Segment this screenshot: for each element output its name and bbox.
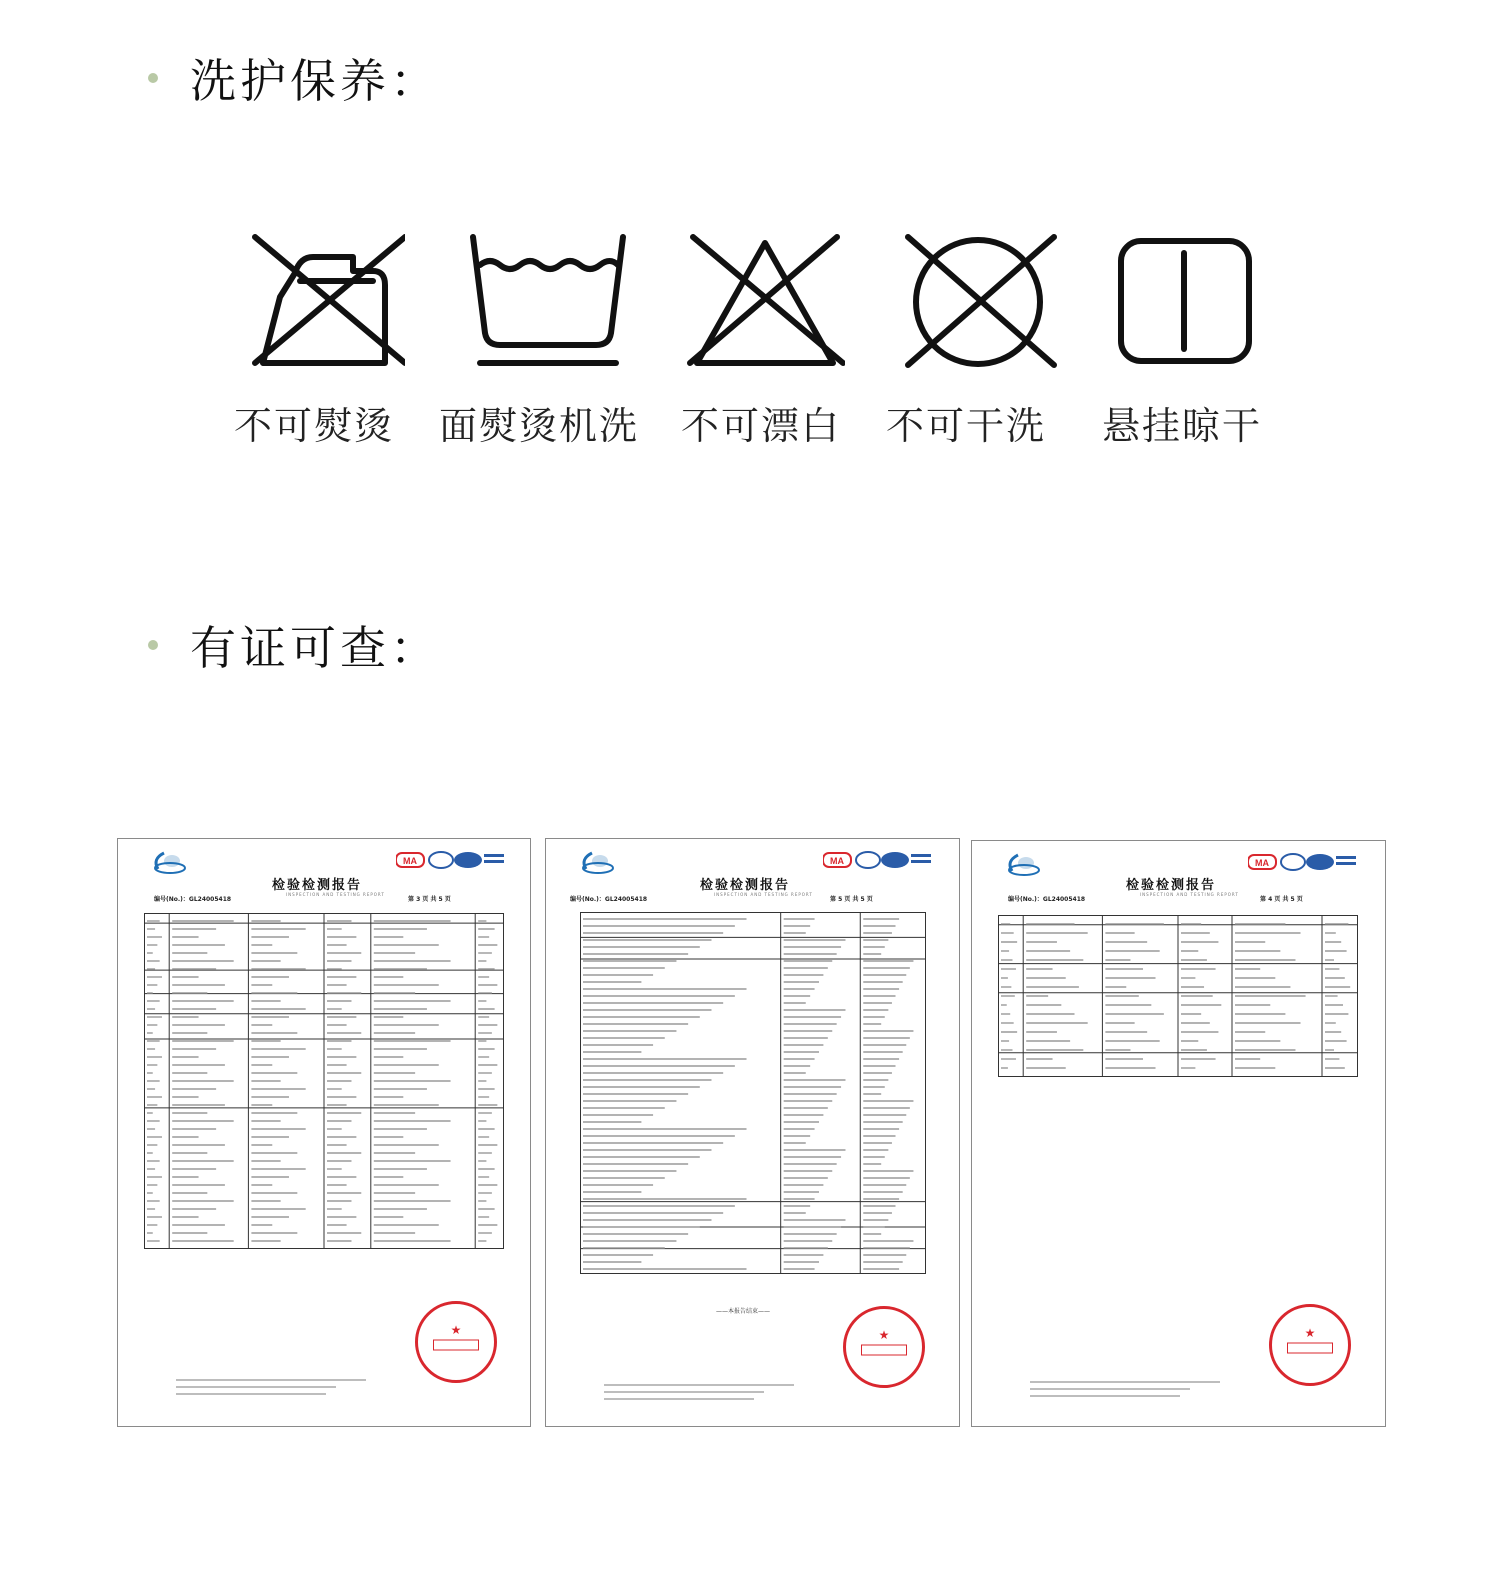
certification-marks-icon (823, 851, 933, 871)
stamp-inner-label (861, 1345, 907, 1356)
no-dry-clean-icon (898, 225, 1058, 385)
care-label-no-iron: 不可熨烫 (233, 404, 395, 448)
certificate-section-heading (148, 612, 440, 678)
report-table (580, 912, 926, 1274)
test-report-page-3 (117, 838, 531, 1427)
care-label-wash: 面熨烫机洗 (438, 404, 640, 448)
report-title: 检验检测报告 (272, 878, 363, 893)
stamp-star-icon: ★ (878, 1327, 890, 1342)
report-table-grid (580, 912, 926, 1274)
report-subtitle: INSPECTION AND TESTING REPORT (1140, 892, 1239, 897)
care-section-heading (148, 45, 440, 111)
bullet-dot (148, 640, 158, 650)
hand-wash-tub-icon (468, 225, 628, 385)
svg-text:MA: MA (830, 856, 844, 866)
lab-logo-icon (150, 849, 190, 875)
report-number: 编号(No.)：GL24005418 (1008, 896, 1086, 903)
no-bleach-icon (685, 225, 845, 385)
lab-logo-icon (1004, 851, 1044, 877)
report-number: 编号(No.)：GL24005418 (154, 896, 232, 903)
report-page-number: 第 5 页 共 5 页 (830, 896, 873, 903)
report-subtitle: INSPECTION AND TESTING REPORT (286, 892, 385, 897)
stamp-inner-label (433, 1340, 479, 1351)
bullet-dot (148, 73, 158, 83)
stamp-star-icon: ★ (1304, 1325, 1316, 1340)
report-end-mark: ——本报告结束—— (716, 1308, 771, 1315)
lab-logo-icon (578, 849, 618, 875)
care-icons-row (225, 225, 1275, 385)
stamp-star-icon: ★ (450, 1322, 462, 1337)
care-label-no-bleach: 不可漂白 (680, 404, 842, 448)
stamp-inner-label (1287, 1343, 1333, 1354)
inspection-stamp-icon (1269, 1304, 1351, 1386)
report-title: 检验检测报告 (700, 878, 791, 893)
report-title: 检验检测报告 (1126, 878, 1217, 893)
report-subtitle: INSPECTION AND TESTING REPORT (714, 892, 813, 897)
report-table-grid (144, 913, 504, 1249)
report-footer (176, 1379, 366, 1400)
line-dry-icon (1115, 225, 1275, 385)
no-iron-icon (245, 225, 405, 385)
test-report-page-4 (971, 840, 1386, 1427)
certification-marks-icon (396, 851, 506, 871)
care-section-title: 洗护保养： (190, 54, 440, 108)
care-label-no-dry-clean: 不可干洗 (885, 404, 1047, 448)
report-footer (604, 1384, 794, 1405)
care-label-line-dry: 悬挂晾干 (1101, 404, 1263, 448)
svg-text:MA: MA (403, 856, 417, 866)
report-page-number: 第 4 页 共 5 页 (1260, 896, 1303, 903)
report-table (998, 915, 1358, 1077)
report-table (144, 913, 504, 1249)
report-footer (1030, 1381, 1220, 1402)
svg-text:MA: MA (1255, 858, 1269, 868)
certification-marks-icon (1248, 853, 1358, 873)
report-page-number: 第 3 页 共 5 页 (408, 896, 451, 903)
report-table-grid (998, 915, 1358, 1077)
inspection-stamp-icon (843, 1306, 925, 1388)
care-labels-row (0, 395, 1500, 455)
inspection-stamp-icon (415, 1301, 497, 1383)
certificate-section-title: 有证可查： (190, 621, 440, 675)
test-report-page-5 (545, 838, 960, 1427)
report-number: 编号(No.)：GL24005418 (570, 896, 648, 903)
